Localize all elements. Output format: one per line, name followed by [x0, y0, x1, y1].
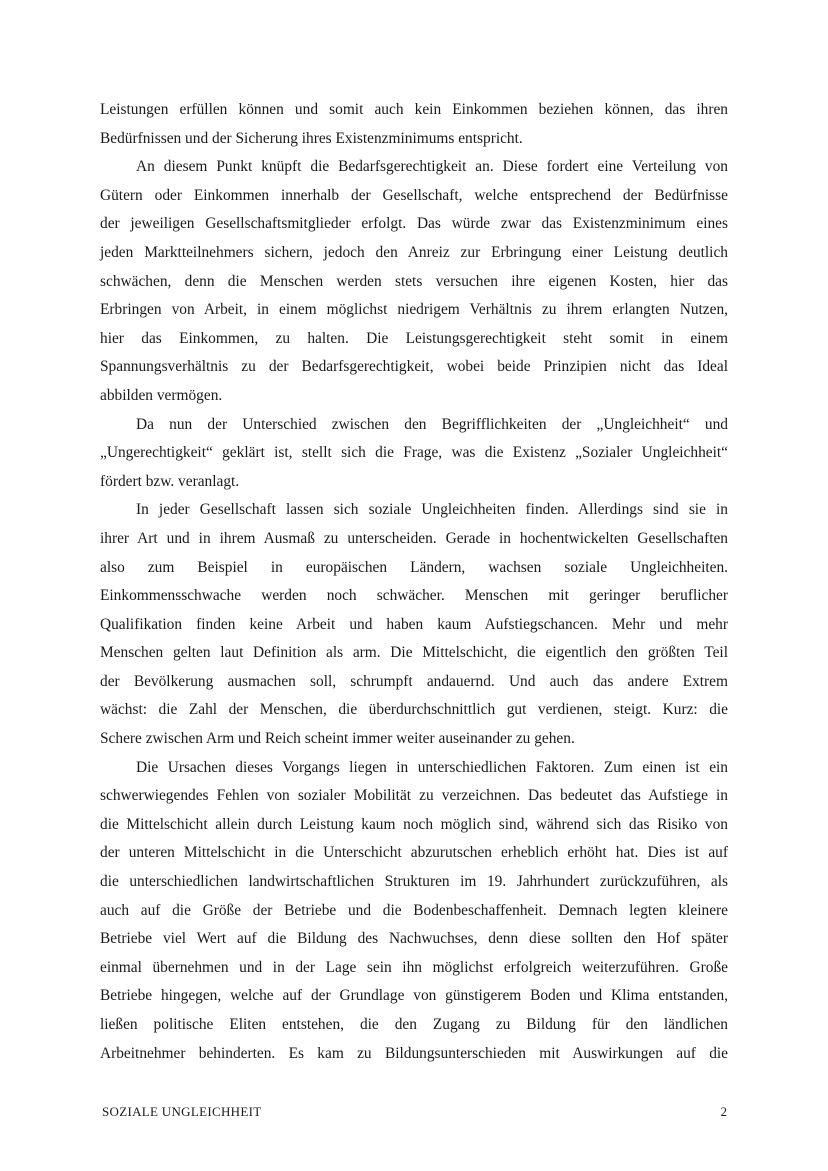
- text-line: der jeweiligen Gesellschaftsmitglieder erfolgt. Das würde zwar das Existenzminimum eines: [100, 215, 728, 233]
- text-line: „Ungerechtigkeit“ geklärt ist, stellt sich die Frage, was die Existenz „Sozialer Ungleichheit“: [100, 444, 728, 462]
- text-line: fördert bzw. veranlagt.: [100, 472, 240, 490]
- text-line: also zum Beispiel in europäischen Ländern, wachsen soziale Ungleichheiten.: [100, 558, 728, 576]
- text-line: Erbringen von Arbeit, in einem möglichst niedrigem Verhältnis zu ihrem erlangten Nutzen,: [100, 301, 728, 319]
- text-line: einmal übernehmen und in der Lage sein ihn möglichst erfolgreich weiterzuführen. Große: [100, 958, 728, 976]
- text-line: schwerwiegendes Fehlen von sozialer Mobilität zu verzeichnen. Das bedeutet das Aufstiege in: [100, 787, 728, 805]
- text-line: Einkommensschwache werden noch schwächer. Menschen mit geringer beruflicher: [100, 587, 728, 605]
- text-line: Schere zwischen Arm und Reich scheint immer weiter auseinander zu gehen.: [100, 730, 575, 748]
- paragraph: [100, 754, 728, 1069]
- text-line: abbilden vermögen.: [100, 386, 223, 404]
- running-footer-title: SOZIALE UNGLEICHHEIT: [102, 1104, 262, 1119]
- text-line: Arbeitnehmer behinderten. Es kam zu Bildungsunterschieden mit Auswirkungen auf die: [100, 1044, 728, 1062]
- text-line: hier das Einkommen, zu halten. Die Leistungsgerechtigkeit steht somit in einem: [100, 329, 728, 347]
- text-line: An diesem Punkt knüpft die Bedarfsgerechtigkeit an. Diese fordert eine Verteilung von: [136, 158, 728, 176]
- paragraph: [100, 411, 728, 497]
- text-line: In jeder Gesellschaft lassen sich soziale Ungleichheiten finden. Allerdings sind sie in: [136, 501, 728, 519]
- text-line: Qualifikation finden keine Arbeit und haben kaum Aufstiegschancen. Mehr und mehr: [100, 615, 728, 633]
- text-line: Die Ursachen dieses Vorgangs liegen in unterschiedlichen Faktoren. Zum einen ist ein: [136, 758, 728, 776]
- text-line: der Bevölkerung ausmachen soll, schrumpft andauernd. Und auch das andere Extrem: [100, 672, 728, 690]
- text-line: Da nun der Unterschied zwischen den Begrifflichkeiten der „Ungleichheit“ und: [136, 415, 728, 433]
- text-line: Betriebe viel Wert auf die Bildung des Nachwuchses, denn diese sollten den Hof später: [100, 930, 728, 948]
- text-line: Gütern oder Einkommen innerhalb der Gesellschaft, welche entsprechend der Bedürfnisse: [100, 186, 728, 204]
- text-line: ihrer Art und in ihrem Ausmaß zu unterscheiden. Gerade in hochentwickelten Gesellschaften: [100, 529, 728, 547]
- page-number: 2: [720, 1104, 727, 1119]
- text-line: der unteren Mittelschicht in die Unterschicht abzurutschen erheblich erhöht hat. Dies ist auf: [100, 844, 728, 862]
- text-line: Betriebe hingegen, welche auf der Grundlage von günstigerem Boden und Klima entstanden,: [100, 987, 728, 1005]
- text-line: Bedürfnissen und der Sicherung ihres Existenzminimums entspricht.: [100, 129, 523, 147]
- text-line: jeden Marktteilnehmers sichern, jedoch den Anreiz zur Erbringung einer Leistung deutlich: [100, 243, 728, 261]
- text-line: Leistungen erfüllen können und somit auch kein Einkommen beziehen können, das ihren: [100, 101, 728, 118]
- paragraph: [100, 96, 728, 153]
- text-line: ließen politische Eliten entstehen, die den Zugang zu Bildung für den ländlichen: [100, 1016, 728, 1033]
- text-line: Spannungsverhältnis zu der Bedarfsgerechtigkeit, wobei beide Prinzipien nicht das Ideal: [100, 358, 728, 376]
- text-line: auch auf die Größe der Betriebe und die Bodenbeschaffenheit. Demnach legten kleinere: [100, 901, 728, 919]
- text-line: die unterschiedlichen landwirtschaftlichen Strukturen im 19. Jahrhundert zurückzuführen, als: [100, 873, 728, 891]
- text-line: schwächen, denn die Menschen werden stets versuchen ihre eigenen Kosten, hier das: [100, 272, 728, 290]
- paragraph: [100, 496, 728, 753]
- text-line: die Mittelschicht allein durch Leistung kaum noch möglich sind, während sich das Risiko von: [100, 815, 728, 833]
- document-body: [100, 96, 728, 1068]
- text-line: Menschen gelten laut Definition als arm. Die Mittelschicht, die eigentlich den größten Teil: [100, 644, 728, 662]
- text-line: wächst: die Zahl der Menschen, die überdurchschnittlich gut verdienen, steigt. Kurz: die: [100, 701, 728, 719]
- paragraph: [100, 153, 728, 410]
